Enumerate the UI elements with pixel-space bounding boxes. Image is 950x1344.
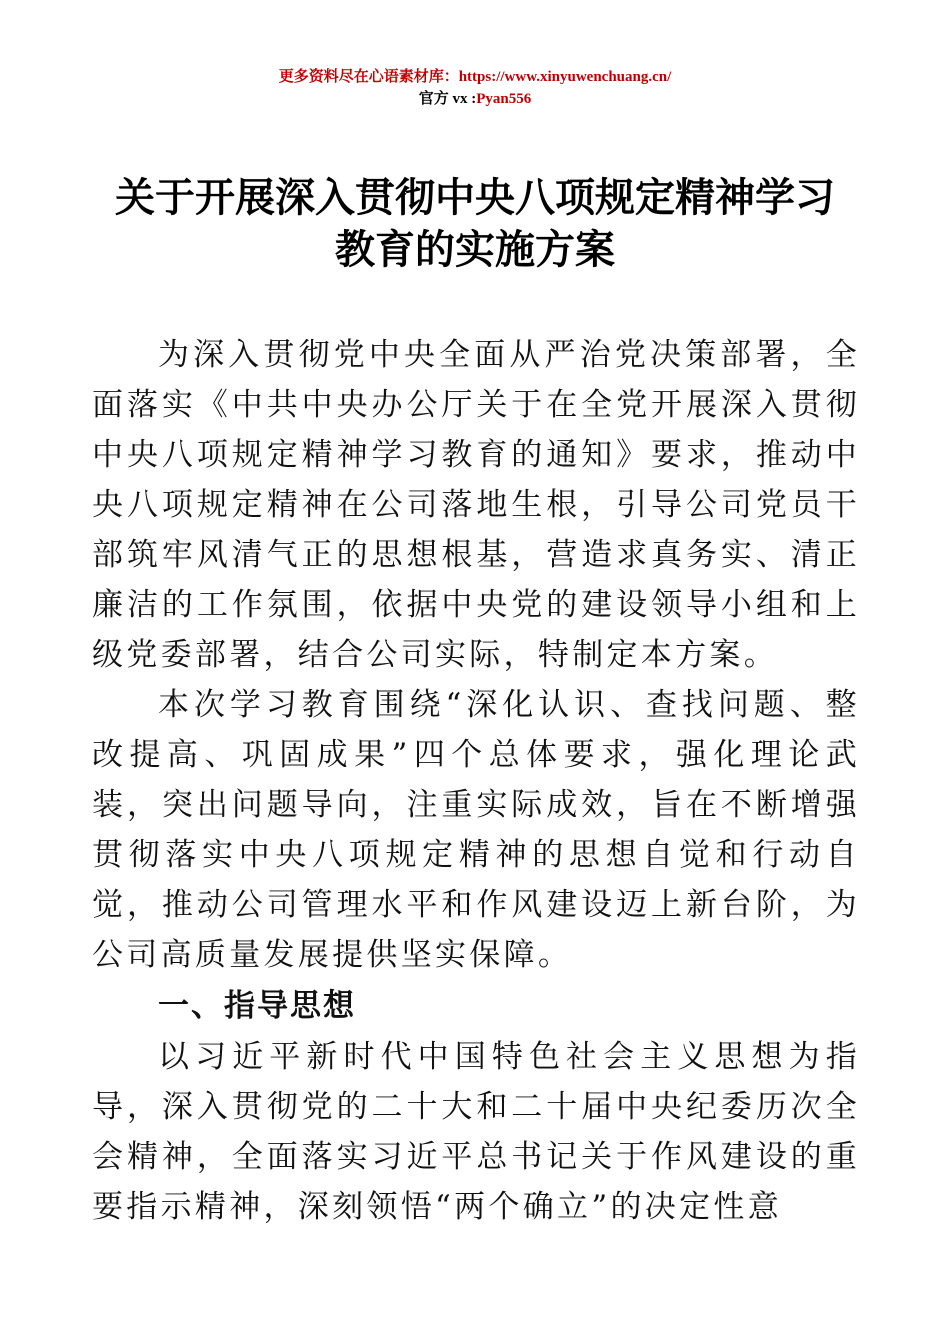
- header-contact-label: 官方 vx :: [418, 91, 477, 107]
- title-line-2: 教育的实施方案: [335, 227, 615, 273]
- section-heading-guiding-ideology: 一、指导思想: [158, 988, 356, 1024]
- paragraph-guiding-ideology: 以习近平新时代中国特色社会主义思想为指导，深入贯彻党的二十大和二十届中央纪委历次全会精神，全面落实习近平总书记关于作风建设的重要指示精神，深刻领悟“两个确立”的决定性意: [92, 1039, 860, 1225]
- header-contact: [0, 88, 950, 110]
- document-title: [60, 172, 890, 276]
- paragraph-goals: 本次学习教育围绕“深化认识、查找问题、整改提高、巩固成果”四个总体要求，强化理论武装，突出问题导向，注重实际成效，旨在不断增强贯彻落实中央八项规定精神的思想自觉和行动自觉，推动公司管理水平和作风建设迈上新台阶，为公司高质量发展提供坚实保障。: [92, 687, 860, 973]
- header-resource-link[interactable]: 更多资料尽在心语素材库：https://www.xinyuwenchuang.cn/: [278, 69, 672, 85]
- title-line-1: 关于开展深入贯彻中央八项规定精神学习: [115, 175, 835, 221]
- paragraph-intro: 为深入贯彻党中央全面从严治党决策部署，全面落实《中共中央办公厅关于在全党开展深入贯彻中央八项规定精神学习教育的通知》要求，推动中央八项规定精神在公司落地生根，引导公司党员干部筑牢风清气正的思想根基，营造求真务实、清正廉洁的工作氛围，依据中央党的建设领导小组和上级党委部署，结合公司实际，特制定本方案。: [92, 337, 860, 673]
- header-contact-id: Pyan556: [476, 91, 532, 107]
- page-header: [0, 66, 950, 110]
- document-body: [92, 330, 860, 1232]
